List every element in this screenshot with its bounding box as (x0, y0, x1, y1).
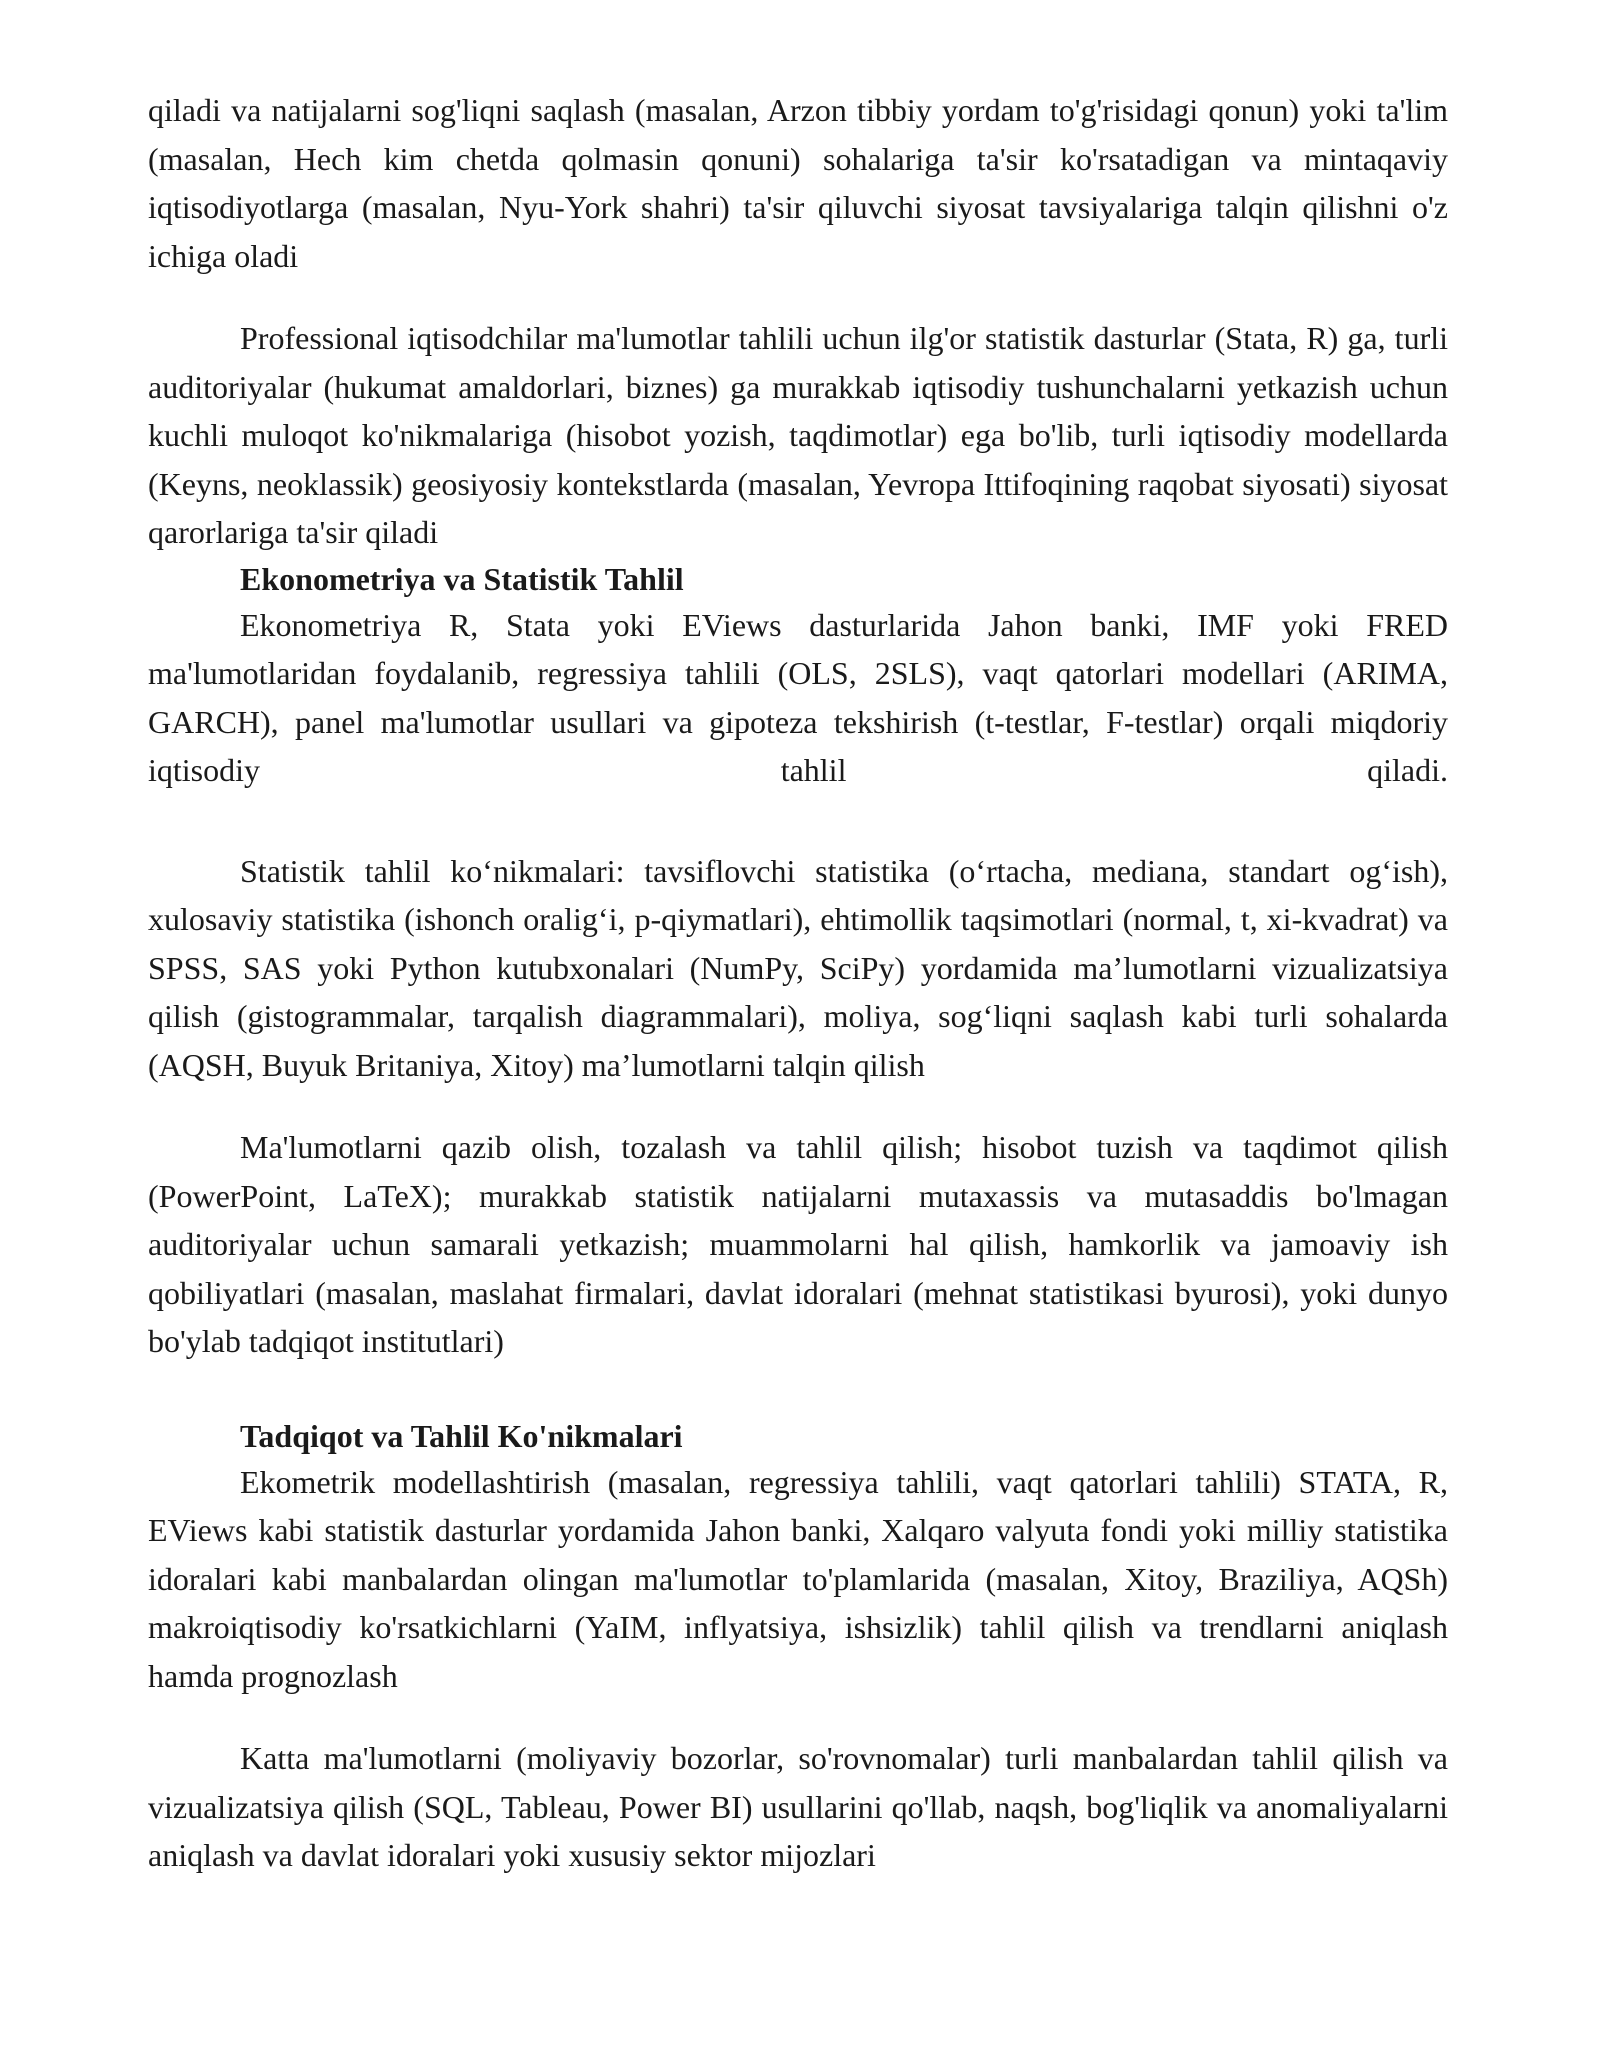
paragraph-continuation: qiladi va natijalarni sog'liqni saqlash (masalan, Arzon tibbiy yordam to'g'risidagi qonun) yoki ta'lim (masalan, Hech kim chetda qolmasin qonuni) sohalariga ta'sir ko'rsatadigan va mintaqaviy iqtisodiyotlarga (masalan, Nyu-York shahri) ta'sir qiluvchi siyosat tavsiyalariga talqin qilishni o'z ichiga oladi (148, 92, 1448, 274)
paragraph-professional-economists: Professional iqtisodchilar ma'lumotlar tahlili uchun ilg'or statistik dasturlar (Stata, R) ga, turli auditoriyalar (hukumat amaldorlari, biznes) ga murakkab iqtisodiy tushunchalarni yetkazish uchun kuchli muloqot ko'nikmalariga (hisobot yozish, taqdimotlar) ega bo'lib, turli iqtisodiy modellarda (Keyns, neoklassik) geosiyosiy kontekstlarda (masalan, Yevropa Ittifoqining raqobat siyosati) siyosat qarorlariga ta'sir qiladi (148, 320, 1448, 550)
paragraph-econometric-modeling: Ekometrik modellashtirish (masalan, regressiya tahlili, vaqt qatorlari tahlili) STATA, R, EViews kabi statistik dasturlar yordamida Jahon banki, Xalqaro valyuta fondi yoki milliy statistika idoralari kabi manbalardan olingan ma'lumotlar to'plamlarida (masalan, Xitoy, Braziliya, AQSh) makroiqtisodiy ko'rsatkichlarni (YaIM, inflyatsiya, ishsizlik) tahlil qilish va trendlarni aniqlash hamda prognozlash (148, 1463, 1448, 1694)
section-heading-research-skills: Tadqiqot va Tahlil Ko'nikmalari (240, 1417, 683, 1454)
paragraph-econometrics: Ekonometriya R, Stata yoki EViews dasturlarida Jahon banki, IMF yoki FRED ma'lumotlaridan foydalanib, regressiya tahlili (OLS, 2SLS), vaqt qatorlari modellari (ARIMA, GARCH), panel ma'lumotlar usullari va gipoteza tekshirish (t-testlar, F-testlar) orqali miqdoriy iqtisodiy tahlil qiladi. (148, 606, 1448, 788)
section-heading-econometrics: Ekonometriya va Statistik Tahlil (240, 560, 684, 597)
paragraph-statistical-skills: Statistik tahlil ko‘nikmalari: tavsiflovchi statistika (o‘rtacha, mediana, standart og‘ish), xulosaviy statistika (ishonch oralig‘i, p-qiymatlari), ehtimollik taqsimotlari (normal, t, xi-kvadrat) va SPSS, SAS yoki Python kutubxonalari (NumPy, SciPy) yordamida ma’lumotlarni vizualizatsiya qilish (gistogrammalar, tarqalish diagrammalari), moliya, sog‘liqni saqlash kabi turli sohalarda (AQSH, Buyuk Britaniya, Xitoy) ma’lumotlarni talqin qilish (148, 852, 1448, 1083)
document-page (148, 86, 1448, 1880)
paragraph-big-data: Katta ma'lumotlarni (moliyaviy bozorlar, so'rovnomalar) turli manbalardan tahlil qilish va vizualizatsiya qilish (SQL, Tableau, Power BI) usullarini qo'llab, naqsh, bog'liqlik va anomaliyalarni aniqlash va davlat idoralari yoki xususiy sektor mijozlari (148, 1740, 1448, 1873)
paragraph-data-mining: Ma'lumotlarni qazib olish, tozalash va tahlil qilish; hisobot tuzish va taqdimot qilish (PowerPoint, LaTeX); murakkab statistik natijalarni mutaxassis va mutasaddis bo'lmagan auditoriyalar uchun samarali yetkazish; muammolarni hal qilish, hamkorlik va jamoaviy ish qobiliyatlari (masalan, maslahat firmalari, davlat idoralari (mehnat statistikasi byurosi), yoki dunyo bo'ylab tadqiqot institutlari) (148, 1129, 1448, 1359)
